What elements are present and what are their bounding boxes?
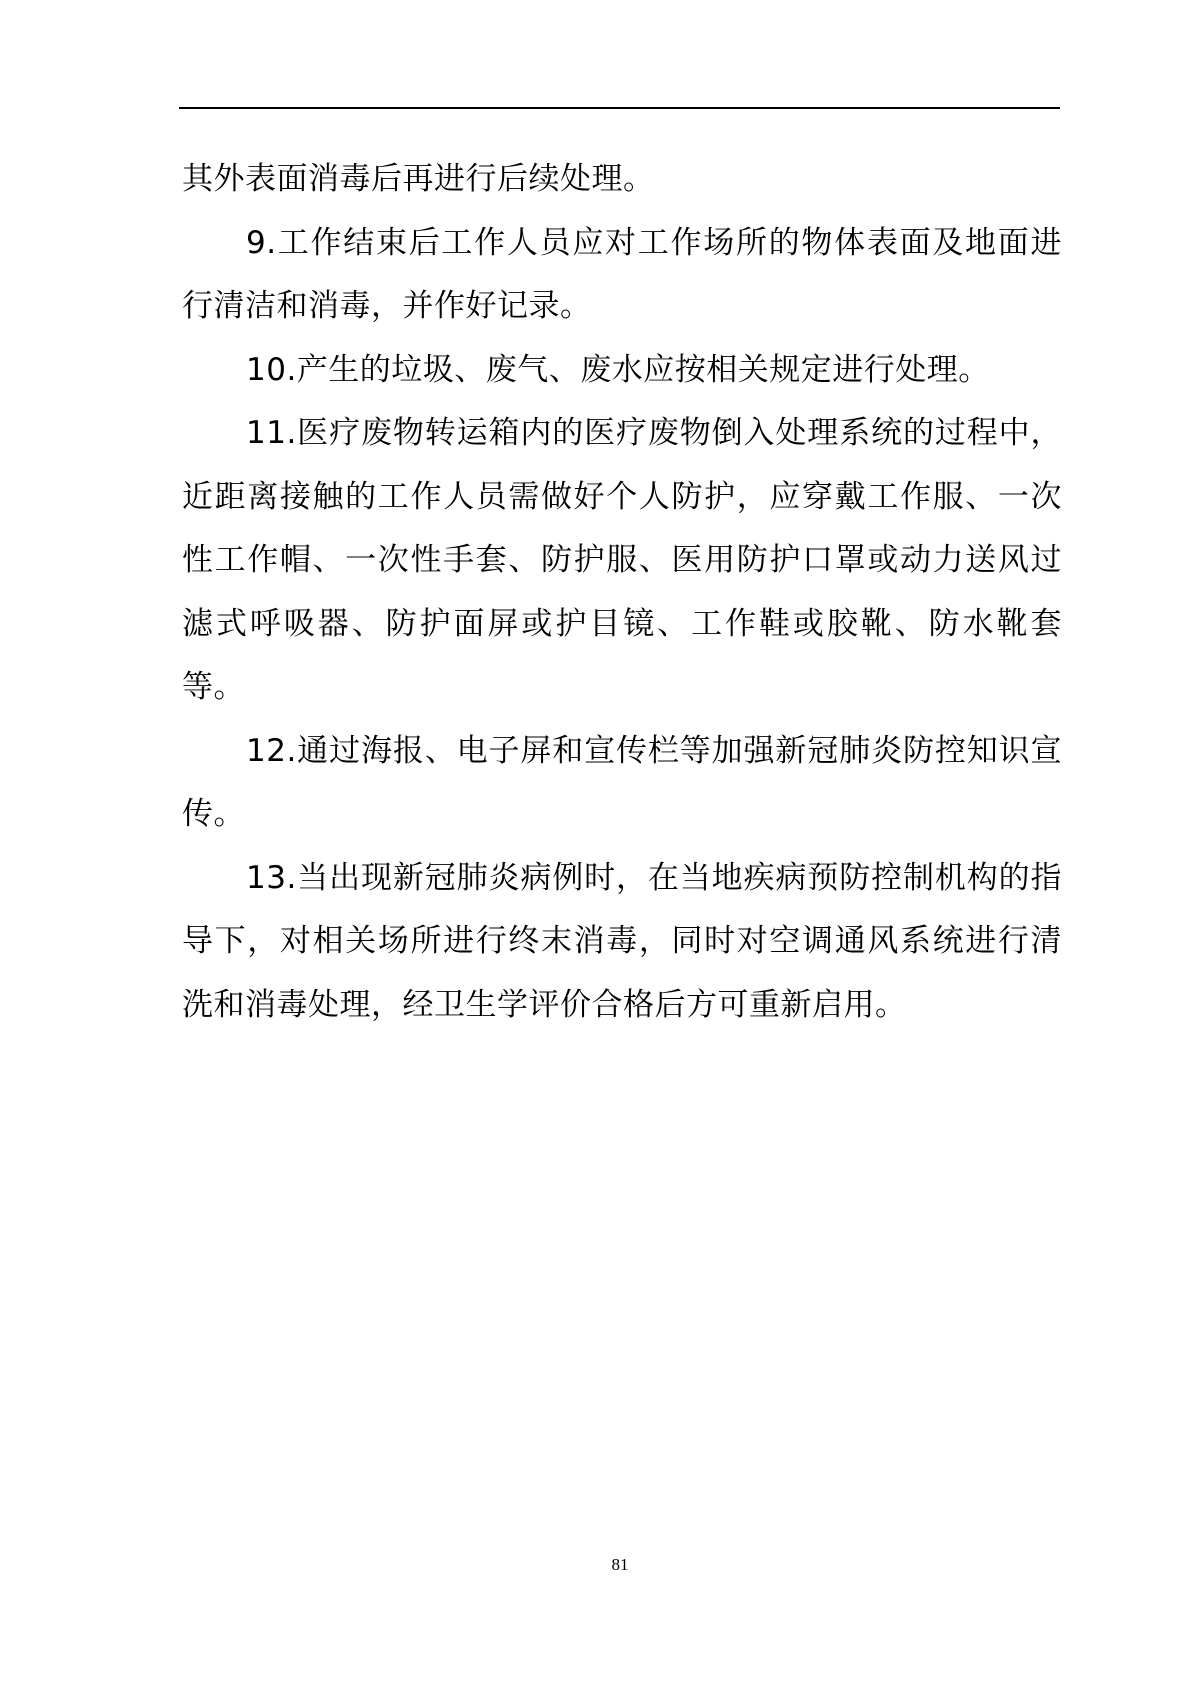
paragraph-item-12: 12.通过海报、电子屏和宣传栏等加强新冠肺炎防控知识宣传。 [182,732,1062,832]
body-text [182,148,1062,1037]
paragraph-continuation: 其外表面消毒后再进行后续处理。 [182,161,655,197]
header-rule [179,107,1060,109]
paragraph-item-13: 13.当出现新冠肺炎病例时，在当地疾病预防控制机构的指导下，对相关场所进行终末消毒，同时对空调通风系统进行清洗和消毒处理，经卫生学评价合格后方可重新启用。 [182,859,1062,1023]
paragraph-item-9: 9.工作结束后工作人员应对工作场所的物体表面及地面进行清洁和消毒，并作好记录。 [182,224,1062,324]
paragraph-item-10: 10.产生的垃圾、废气、废水应按相关规定进行处理。 [246,351,990,388]
page-number: 81 [611,1555,629,1574]
paragraph-item-11: 11.医疗废物转运箱内的医疗废物倒入处理系统的过程中，近距离接触的工作人员需做好个人防护，应穿戴工作服、一次性工作帽、一次性手套、防护服、医用防护口罩或动力送风过滤式呼吸器、防护面屏或护目镜、工作鞋或胶靴、防水靴套等。 [182,415,1062,705]
